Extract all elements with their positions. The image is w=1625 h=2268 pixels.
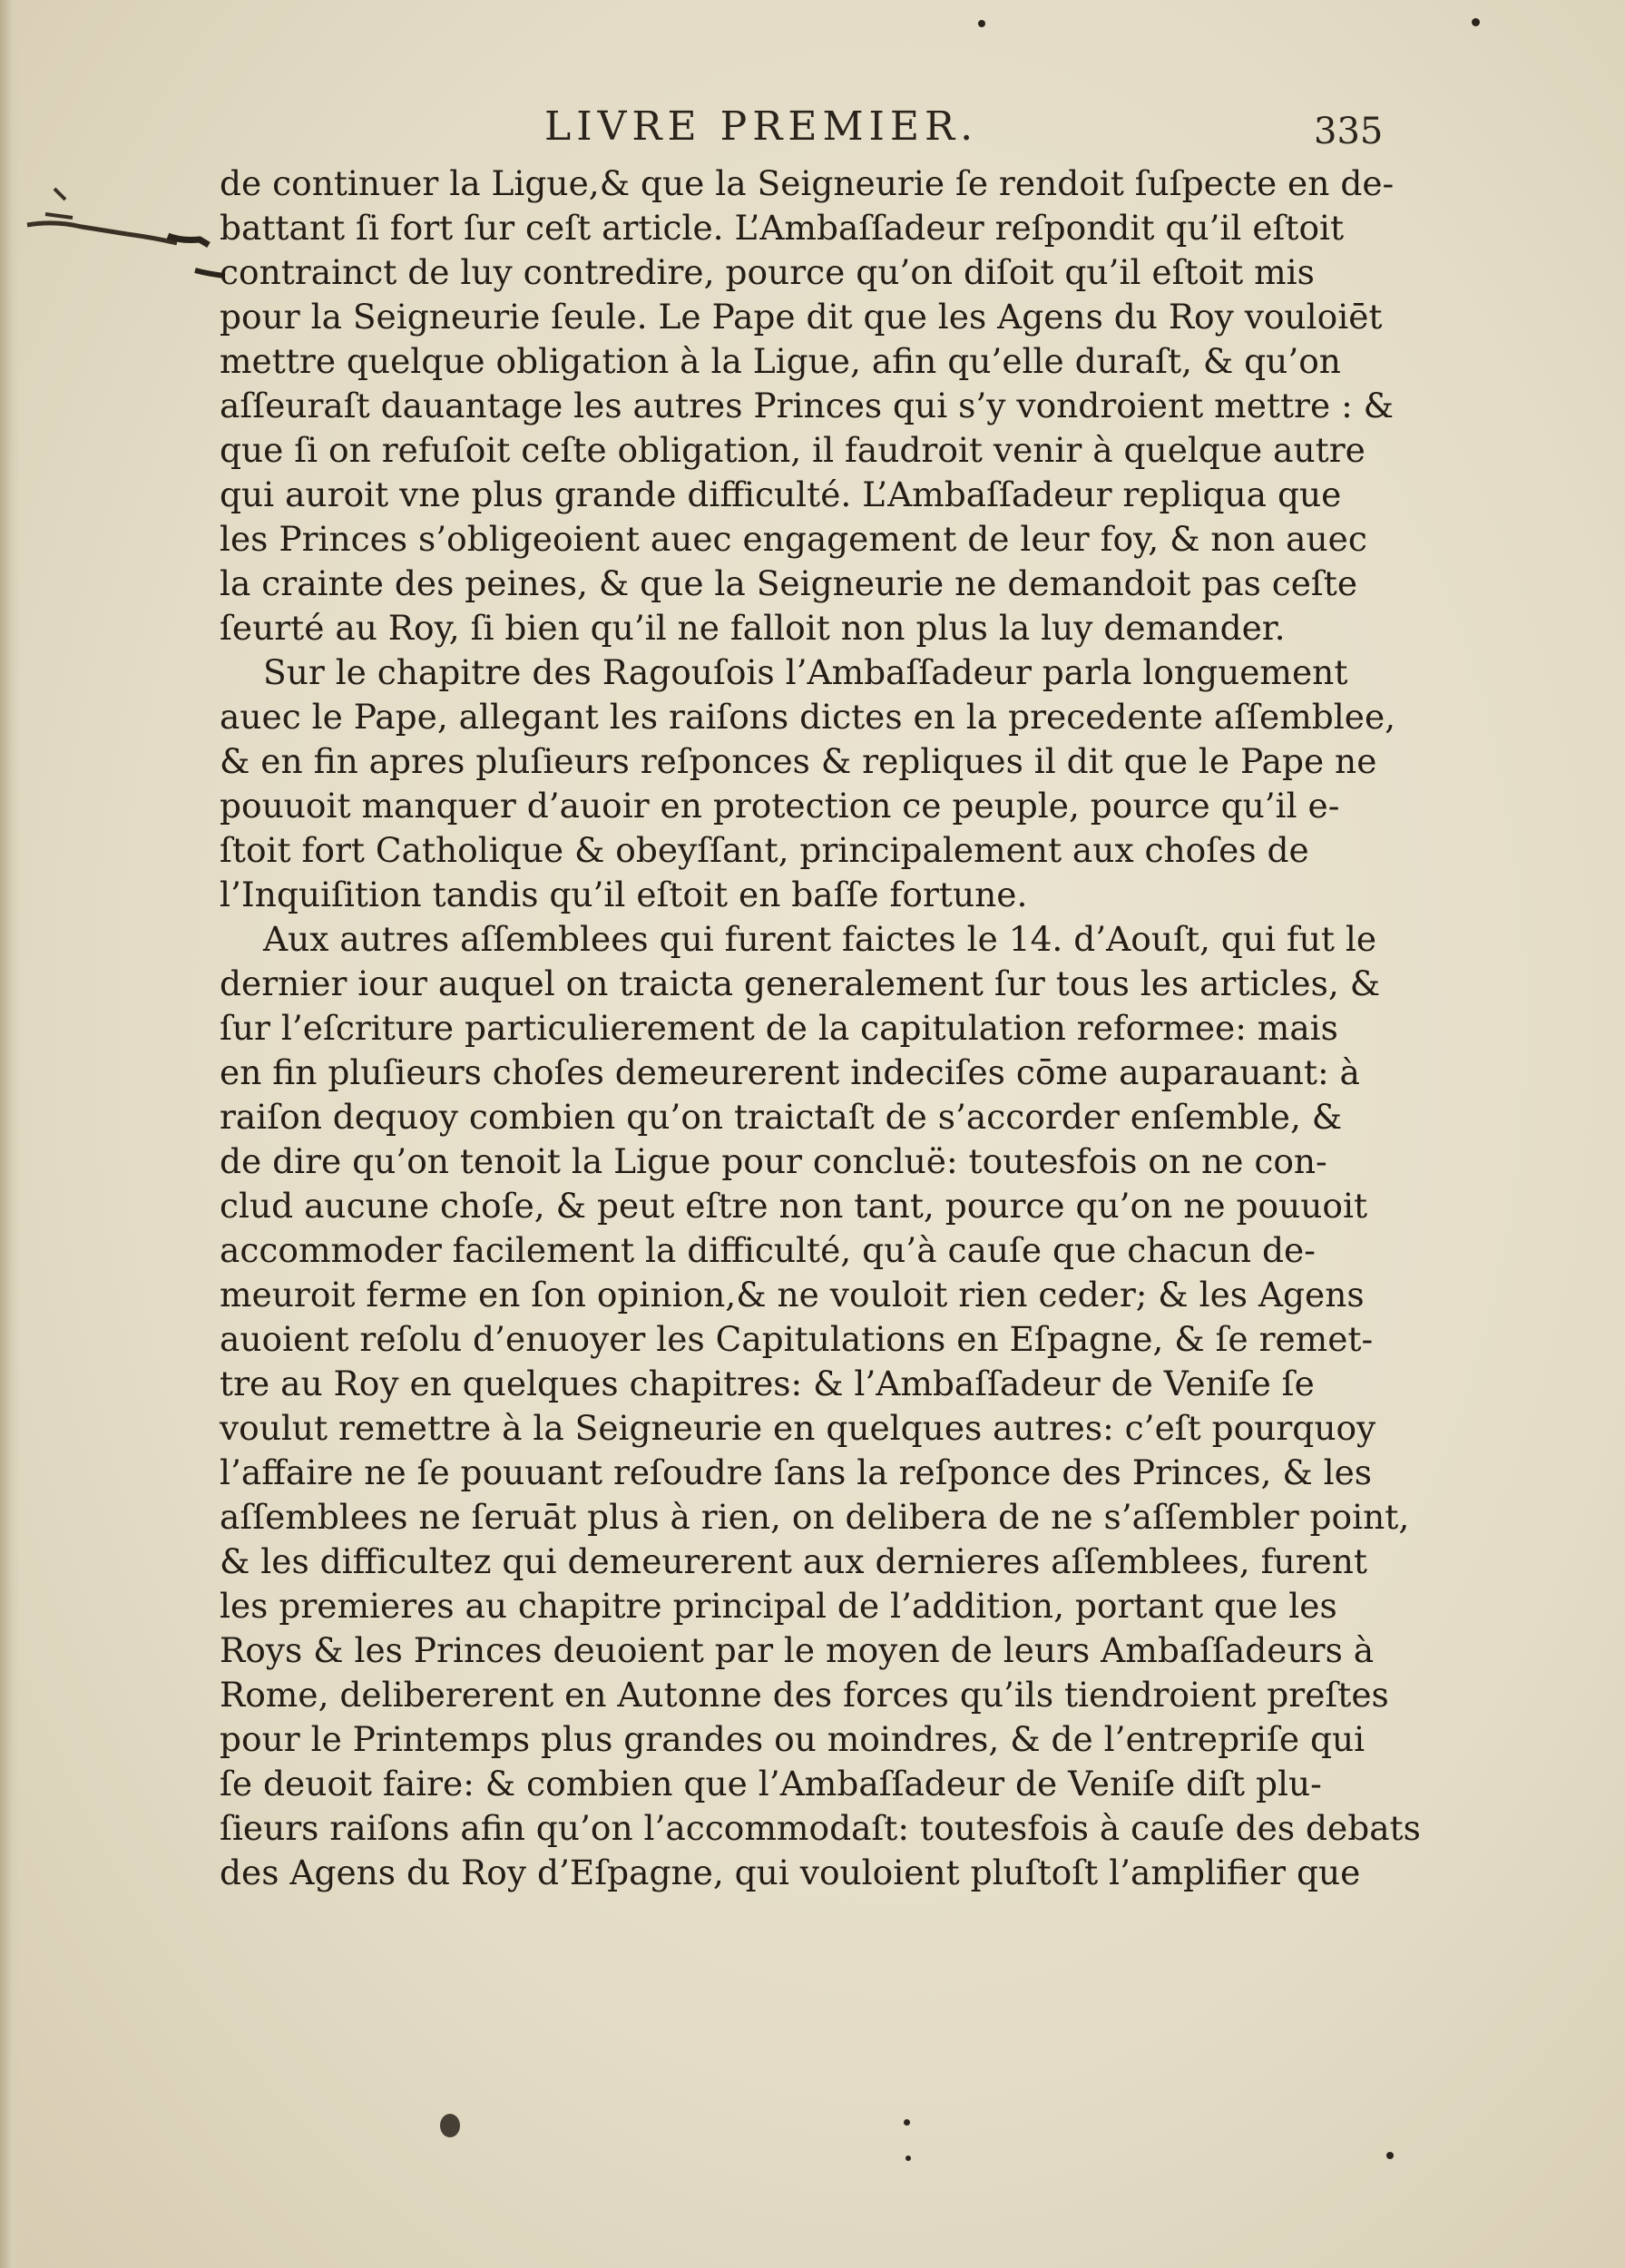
manicule-margin-mark — [18, 171, 227, 288]
text-line: Rome, delibererent en Autonne des forces qu’ils tiendroient preſtes — [220, 1675, 1389, 1715]
text-line: ſeurté au Roy, ſi bien qu’il ne falloit non plus la luy demander. — [220, 608, 1286, 648]
text-line: meuroit ferme en ſon opinion,& ne vouloit rien ceder; & les Agens — [220, 1275, 1365, 1315]
text-line: aſſemblees ne ſeruāt plus à rien, on delibera de ne s’aſſembler point, — [220, 1497, 1410, 1537]
running-title: LIVRE PREMIER. — [544, 103, 979, 150]
ink-blot — [1472, 18, 1480, 26]
text-line: Roys & les Princes deuoient par le moyen de leurs Ambaſſadeurs à — [220, 1630, 1375, 1670]
text-line: contrainct de luy contredire, pource qu’on diſoit qu’il eſtoit mis — [220, 252, 1315, 292]
page-number: 335 — [1314, 111, 1384, 152]
text-line: les Princes s’obligeoient auec engagement de leur foy, & non auec — [220, 519, 1367, 559]
text-line: pour la Seigneurie ſeule. Le Pape dit que les Agens du Roy vouloiēt — [220, 297, 1383, 337]
text-line: des Agens du Roy d’Eſpagne, qui vouloient pluſtoſt l’amplifier que — [220, 1853, 1361, 1892]
text-line: & en fin apres pluſieurs reſponces & repliques il dit que le Pape ne — [220, 741, 1377, 781]
text-line: ſur l’eſcriture particulierement de la capitulation reformee: mais — [220, 1008, 1338, 1048]
body-text — [220, 161, 1421, 1895]
text-line: de continuer la Ligue,& que la Seigneurie ſe rendoit ſuſpecte en de- — [220, 163, 1395, 203]
ink-blot — [440, 2114, 460, 2137]
ink-blot — [1386, 2152, 1394, 2159]
text-line: l’affaire ne ſe pouuant reſoudre ſans la reſponce des Princes, & les — [220, 1452, 1373, 1492]
text-line: en fin pluſieurs choſes demeurerent indeciſes cōme auparauant: à — [220, 1052, 1360, 1092]
text-line: pour le Printemps plus grandes ou moindres, & de l’entrepriſe qui — [220, 1719, 1366, 1759]
text-line: & les difficultez qui demeurerent aux dernieres aſſemblees, furent — [220, 1541, 1367, 1581]
text-line: dernier iour auquel on traicta generalement ſur tous les articles, & — [220, 963, 1381, 1003]
text-line: ſe deuoit faire: & combien que l’Ambaſſadeur de Veniſe diſt plu- — [220, 1764, 1322, 1804]
ink-blot — [905, 2156, 911, 2161]
page-binding-edge — [0, 0, 20, 2268]
text-line: auec le Pape, allegant les raiſons dictes en la precedente aſſemblee, — [220, 697, 1396, 737]
text-line: aſſeuraſt dauantage les autres Princes qui s’y vondroient mettre : & — [220, 386, 1395, 425]
page-header — [0, 98, 1625, 171]
text-line: pouuoit manquer d’auoir en protection ce peuple, pource qu’il e- — [220, 786, 1340, 826]
text-line: accommoder facilement la difficulté, qu’à cauſe que chacun de- — [220, 1230, 1316, 1270]
text-line: auoient reſolu d’enuoyer les Capitulations en Eſpagne, & ſe remet- — [220, 1319, 1374, 1359]
ink-blot — [978, 20, 985, 27]
paragraph-start-line: Aux autres aſſemblees qui furent faictes le 14. d’Aouſt, qui fut le — [263, 919, 1377, 959]
text-line: tre au Roy en quelques chapitres: & l’Ambaſſadeur de Veniſe ſe — [220, 1364, 1315, 1403]
text-line: ſtoit fort Catholique & obeyſſant, principalement aux choſes de — [220, 830, 1309, 870]
ink-blot — [904, 2119, 910, 2126]
text-line: battant ſi fort ſur ceſt article. L’Ambaſſadeur reſpondit qu’il eſtoit — [220, 208, 1345, 248]
text-line: la crainte des peines, & que la Seigneurie ne demandoit pas ceſte — [220, 563, 1358, 603]
text-line: clud aucune choſe, & peut eſtre non tant, pource qu’on ne pouuoit — [220, 1186, 1368, 1226]
text-line: les premieres au chapitre principal de l’addition, portant que les — [220, 1586, 1337, 1626]
text-line: l’Inquiſition tandis qu’il eſtoit en baſſe fortune. — [220, 875, 1028, 914]
text-line: que ſi on refuſoit ceſte obligation, il faudroit venir à quelque autre — [220, 430, 1366, 470]
text-line: de dire qu’on tenoit la Ligue pour concluë: toutesfois on ne con- — [220, 1141, 1327, 1181]
text-line: qui auroit vne plus grande difficulté. L’Ambaſſadeur repliqua que — [220, 474, 1342, 514]
text-line: voulut remettre à la Seigneurie en quelques autres: c’eſt pourquoy — [220, 1408, 1376, 1448]
text-line: mettre quelque obligation à la Ligue, afin qu’elle duraſt, & qu’on — [220, 341, 1341, 381]
text-line: ſieurs raiſons afin qu’on l’accommodaſt: toutesfois à cauſe des debats — [220, 1808, 1421, 1848]
text-line: raiſon dequoy combien qu’on traictaſt de s’accorder enſemble, & — [220, 1097, 1343, 1137]
paragraph-start-line: Sur le chapitre des Ragouſois l’Ambaſſadeur parla longuement — [263, 652, 1348, 692]
